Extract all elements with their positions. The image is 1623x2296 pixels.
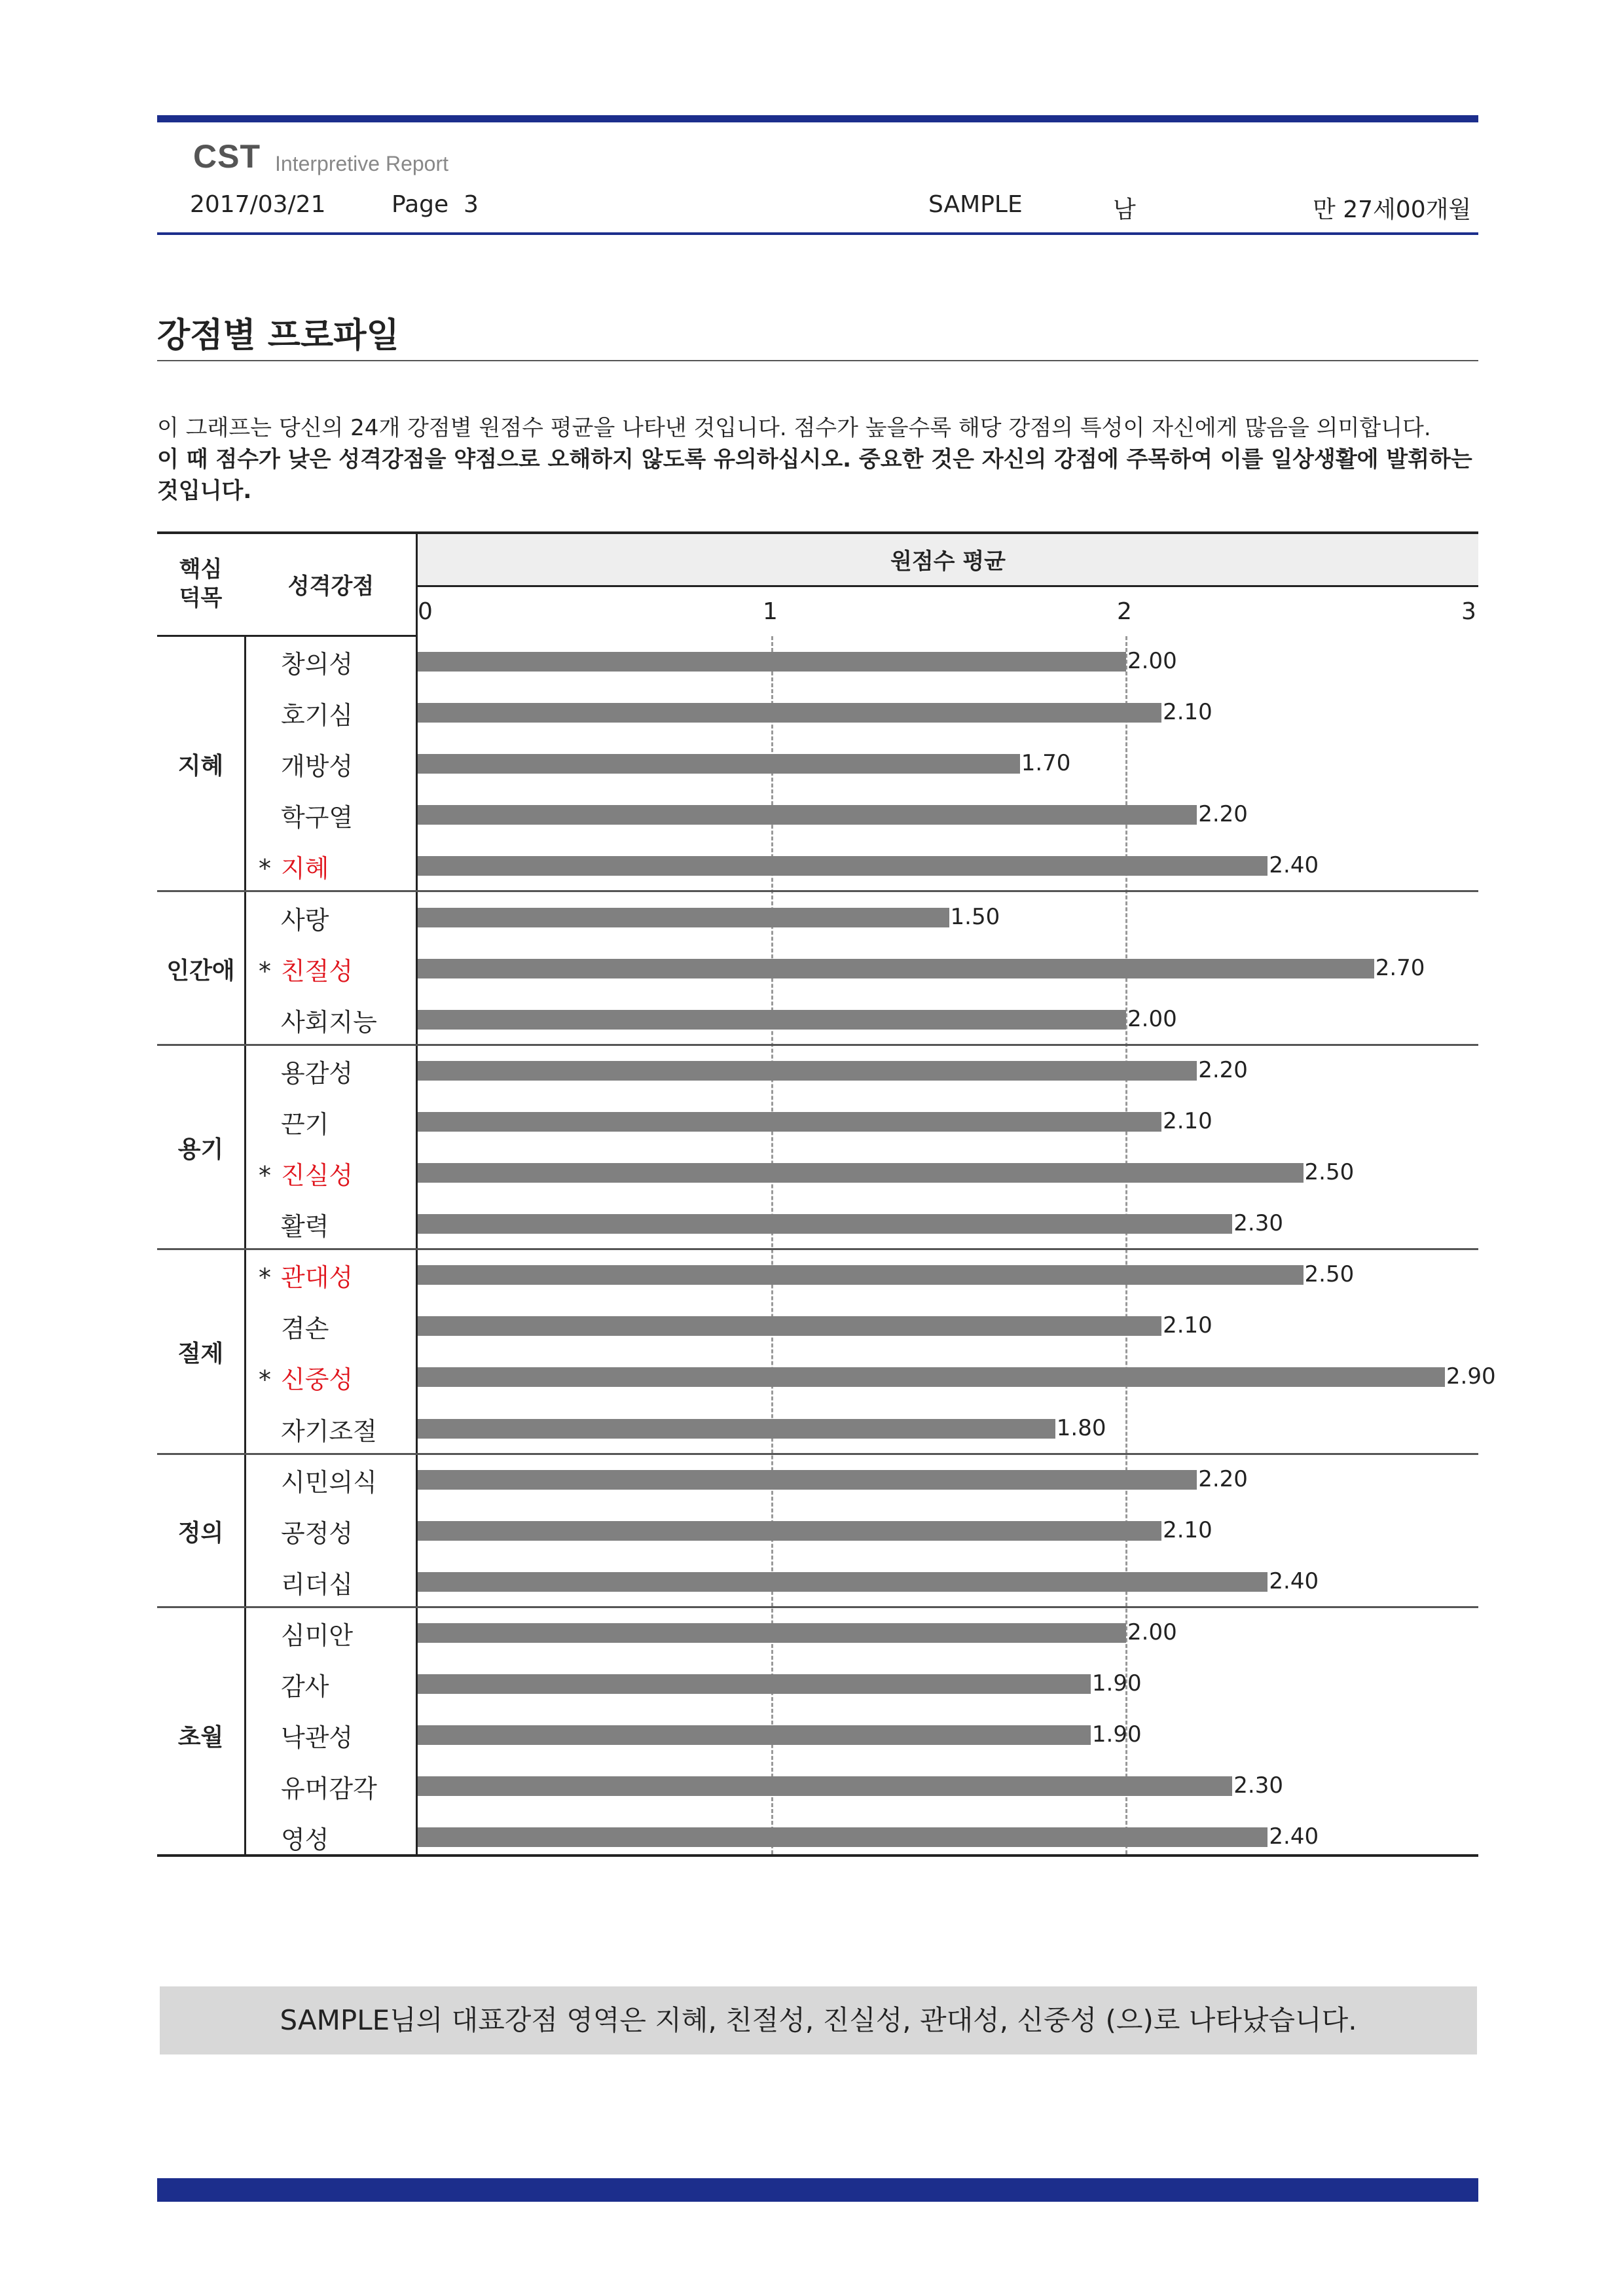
cst-logo: CST [193, 138, 261, 175]
score-value-label: 1.90 [1091, 1721, 1142, 1748]
report-name: Interpretive Report [275, 152, 449, 175]
score-column-header: 원점수 평균 [890, 548, 1006, 575]
score-bar [418, 1470, 1197, 1490]
strength-name: 시민의식 [281, 1467, 377, 1497]
tick-label-3: 3 [1461, 598, 1476, 625]
virtue-label: 인간애 [166, 957, 235, 984]
score-bar [418, 1725, 1091, 1745]
score-value-label: 2.10 [1163, 699, 1213, 726]
strength-name: 사랑 [281, 905, 329, 935]
group-separator [157, 1606, 1478, 1608]
strength-name: 낙관성 [281, 1723, 354, 1753]
strength-label [259, 951, 353, 987]
strength-name: 유머감각 [281, 1774, 377, 1804]
score-value-label: 1.80 [1056, 1414, 1106, 1441]
score-bar [418, 1623, 1126, 1643]
score-value-label: 2.70 [1375, 954, 1425, 981]
page-number: Page 3 [392, 191, 479, 218]
top-strength-star: * [259, 1263, 271, 1293]
tick-label-1: 1 [763, 598, 778, 625]
top-strength-star: * [259, 1161, 271, 1190]
strength-label [259, 1359, 353, 1395]
score-bar [418, 1367, 1445, 1387]
score-value-label: 2.50 [1304, 1261, 1355, 1288]
strength-label [259, 1513, 353, 1549]
summary-box: SAMPLE님의 대표강점 영역은 지혜, 친절성, 진실성, 관대성, 신중성 (으)로 나타났습니다. [160, 1986, 1477, 2054]
strength-label [259, 848, 329, 884]
score-bar [418, 1061, 1197, 1081]
strength-name: 영성 [281, 1825, 329, 1855]
score-bar [418, 1010, 1126, 1030]
score-bar [418, 1776, 1232, 1796]
report-date: 2017/03/21 [190, 191, 326, 218]
strength-name: 친절성 [281, 956, 354, 986]
strength-name: 관대성 [281, 1263, 354, 1293]
strength-name: 공정성 [281, 1518, 354, 1548]
score-bar [418, 1316, 1161, 1336]
score-value-label: 2.40 [1269, 1568, 1319, 1594]
score-value-label: 2.30 [1233, 1210, 1283, 1237]
strength-label [259, 644, 353, 680]
score-header-rule [418, 585, 1478, 587]
score-bar [418, 1163, 1304, 1183]
strength-label [259, 1002, 377, 1038]
virtue-label: 용기 [177, 1136, 224, 1163]
score-bar [418, 908, 949, 927]
title-divider [157, 360, 1478, 361]
strength-name: 자기조절 [281, 1416, 377, 1446]
strength-label [259, 1820, 329, 1856]
virtue-column-header: 핵심 덕목 [179, 556, 223, 611]
strength-name: 끈기 [281, 1109, 329, 1139]
score-bar [418, 1214, 1232, 1234]
strength-label [259, 1462, 377, 1498]
strength-column-header: 성격강점 [287, 573, 374, 600]
strength-name: 용감성 [281, 1058, 354, 1088]
strength-label [259, 1308, 329, 1344]
subject-name: SAMPLE [928, 191, 1023, 218]
subject-age: 만 27세00개월 [1313, 196, 1472, 223]
score-bar [418, 1827, 1267, 1847]
virtue-label: 정의 [177, 1519, 224, 1547]
strength-label [259, 1206, 329, 1242]
score-value-label: 2.00 [1127, 648, 1177, 674]
header-top-bar [157, 115, 1478, 122]
score-bar [418, 805, 1197, 825]
group-separator [157, 890, 1478, 892]
strength-label [259, 1768, 377, 1804]
strength-name: 감사 [281, 1672, 329, 1701]
intro-bold: 이 때 점수가 낮은 성격강점을 약점으로 오해하지 않도록 유의하십시오. 중요한 것은 자신의 강점에 주목하여 이를 일상생활에 발휘하는 것입니다. [157, 446, 1472, 504]
strength-label [259, 746, 353, 782]
score-bar [418, 959, 1374, 978]
score-value-label: 2.10 [1163, 1107, 1213, 1134]
strength-label [259, 1257, 353, 1293]
intro-text [157, 412, 1486, 507]
score-value-label: 1.50 [950, 903, 1000, 930]
strength-column-divider [416, 531, 418, 1856]
intro-normal: 이 그래프는 당신의 24개 강점별 원점수 평균을 나타낸 것입니다. 점수가 높을수록 해당 강점의 특성이 자신에게 많음을 의미합니다. [157, 415, 1431, 441]
table-bottom-rule [157, 1854, 1478, 1857]
strength-label [259, 1564, 353, 1600]
strength-name: 신중성 [281, 1365, 354, 1395]
score-value-label: 2.20 [1198, 1465, 1248, 1492]
tick-label-0: 0 [418, 598, 433, 625]
header-bottom-line [157, 232, 1478, 235]
strength-name: 리더십 [281, 1570, 354, 1599]
score-value-label: 2.10 [1163, 1312, 1213, 1339]
strength-name: 창의성 [281, 650, 354, 679]
section-title: 강점별 프로파일 [157, 316, 399, 355]
score-value-label: 2.00 [1127, 1619, 1177, 1645]
score-value-label: 2.10 [1163, 1516, 1213, 1543]
strength-name: 학구열 [281, 803, 354, 833]
strength-name: 활력 [281, 1212, 329, 1242]
strength-name: 개방성 [281, 752, 354, 781]
score-value-label: 2.00 [1127, 1005, 1177, 1032]
strength-label [259, 900, 329, 936]
score-value-label: 2.90 [1446, 1363, 1496, 1390]
strength-label [259, 1411, 377, 1447]
strength-name: 사회지능 [281, 1007, 377, 1037]
score-value-label: 2.20 [1198, 1056, 1248, 1083]
score-bar [418, 1112, 1161, 1132]
score-bar [418, 1265, 1304, 1285]
virtue-label: 초월 [177, 1724, 224, 1751]
top-strength-star: * [259, 1365, 271, 1395]
strength-label [259, 1615, 353, 1651]
strength-label [259, 695, 353, 731]
score-value-label: 2.50 [1304, 1159, 1355, 1185]
score-value-label: 2.30 [1233, 1772, 1283, 1799]
score-bar [418, 1419, 1055, 1439]
virtue-label: 절제 [177, 1340, 224, 1368]
strength-label [259, 1155, 353, 1191]
tick-label-2: 2 [1117, 598, 1132, 625]
strength-label [259, 1717, 353, 1753]
strength-label [259, 797, 353, 833]
virtue-label: 지혜 [177, 753, 224, 780]
score-value-label: 2.40 [1269, 1823, 1319, 1850]
group-separator [157, 1248, 1478, 1250]
score-value-label: 2.40 [1269, 852, 1319, 879]
score-bar [418, 652, 1126, 672]
strength-name: 지혜 [281, 854, 329, 884]
top-strength-star: * [259, 956, 271, 986]
score-bar [418, 1674, 1091, 1694]
strength-name: 심미안 [281, 1621, 354, 1650]
score-bar [418, 754, 1020, 774]
label-header-rule [157, 635, 418, 637]
score-bar [418, 856, 1267, 876]
group-separator [157, 1044, 1478, 1046]
strength-label [259, 1104, 329, 1140]
score-value-label: 1.90 [1091, 1670, 1142, 1696]
top-strength-star: * [259, 854, 271, 884]
strength-label [259, 1053, 353, 1089]
score-value-label: 1.70 [1021, 750, 1071, 777]
score-bar [418, 1572, 1267, 1592]
score-bar [418, 703, 1161, 723]
strength-name: 진실성 [281, 1161, 354, 1190]
strength-label [259, 1666, 329, 1702]
virtue-column-divider [244, 635, 246, 1856]
strength-name: 겸손 [281, 1314, 329, 1344]
strength-name: 호기심 [281, 701, 354, 730]
subject-gender: 남 [1113, 196, 1136, 223]
footer-bar [157, 2178, 1478, 2202]
group-separator [157, 1453, 1478, 1455]
score-bar [418, 1521, 1161, 1541]
score-value-label: 2.20 [1198, 801, 1248, 828]
